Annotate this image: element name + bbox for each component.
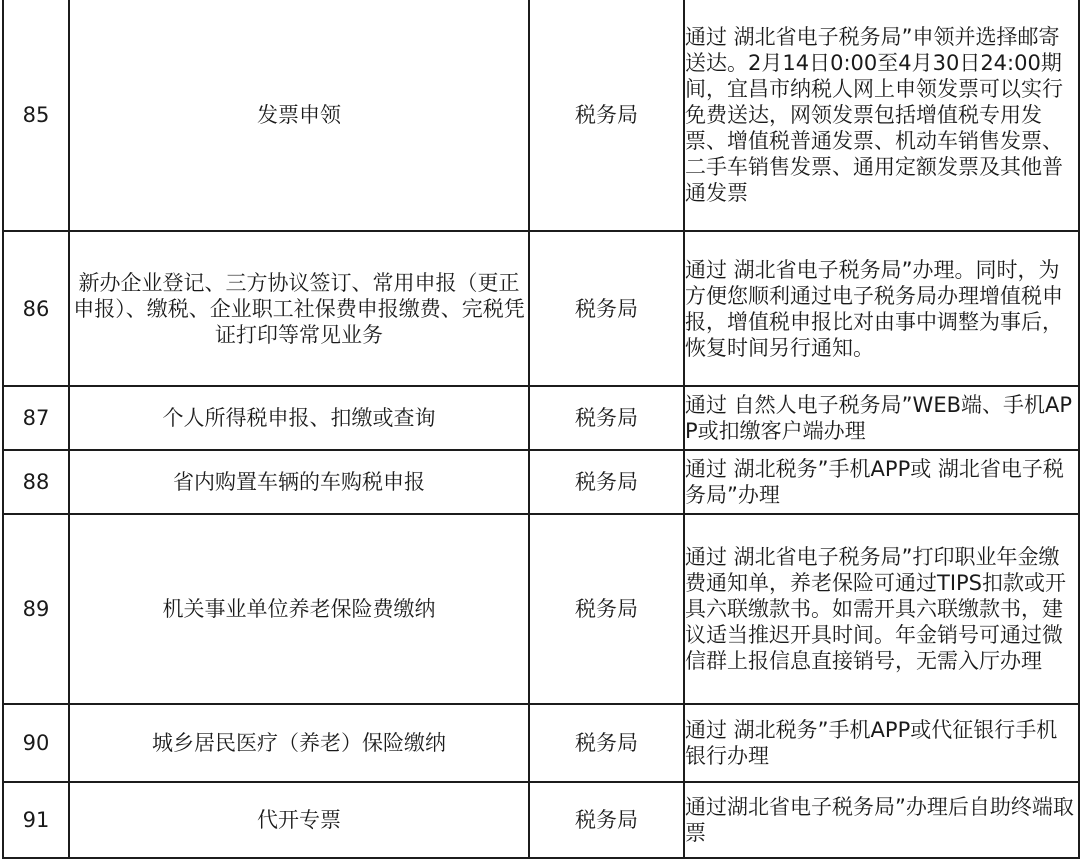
service-table: [2, 0, 1080, 859]
handling-method: [684, 514, 1079, 704]
handling-method: [684, 231, 1079, 386]
row-number: 87: [3, 386, 69, 450]
department: 税务局: [529, 514, 684, 704]
handling-method: [684, 782, 1079, 858]
department: 税务局: [529, 0, 684, 231]
service-item: 个人所得税申报、扣缴或查询: [69, 386, 529, 450]
table-row: [3, 782, 1079, 858]
department: 税务局: [529, 450, 684, 514]
row-number: 88: [3, 450, 69, 514]
row-number: 86: [3, 231, 69, 386]
row-number: 89: [3, 514, 69, 704]
table-row: [3, 0, 1079, 231]
row-number: 90: [3, 704, 69, 782]
service-item: 城乡居民医疗（养老）保险缴纳: [69, 704, 529, 782]
handling-method-text: 通过 湖北省电子税务局”打印职业年金缴费通知单，养老保险可通过TIPS扣款或开具六联缴款书。如需开具六联缴款书，建议适当推迟开具时间。年金销号可通过微信群上报信息直接销号，无需入厅办理: [685, 545, 1067, 673]
handling-method: [684, 0, 1079, 231]
service-item: 代开专票: [69, 782, 529, 858]
row-number: 91: [3, 782, 69, 858]
department: 税务局: [529, 386, 684, 450]
table-row: [3, 450, 1079, 514]
service-item: 发票申领: [69, 0, 529, 231]
table-row: [3, 704, 1079, 782]
handling-method-text: 通过 湖北省电子税务局”申领并选择邮寄送达。2月14日0:00至4月30日24:00期间，宜昌市纳税人网上申领发票可以实行免费送达，网领发票包括增值税专用发票、增值税普通发票、机动车销售发票、二手车销售发票、通用定额发票及其他普通发票: [685, 25, 1063, 205]
handling-method-text: 通过湖北省电子税务局”办理后自助终端取票: [685, 795, 1074, 845]
table-row: [3, 386, 1079, 450]
service-item: 机关事业单位养老保险费缴纳: [69, 514, 529, 704]
handling-method: [684, 450, 1079, 514]
department: 税务局: [529, 231, 684, 386]
department: 税务局: [529, 704, 684, 782]
handling-method-text: 通过 湖北税务”手机APP或 湖北省电子税务局”办理: [685, 457, 1064, 507]
row-number: 85: [3, 0, 69, 231]
service-item: 新办企业登记、三方协议签订、常用申报（更正申报）、缴税、企业职工社保费申报缴费、完税凭证打印等常见业务: [69, 231, 529, 386]
department: 税务局: [529, 782, 684, 858]
handling-method: [684, 704, 1079, 782]
handling-method: [684, 386, 1079, 450]
table-row: [3, 514, 1079, 704]
service-item: 省内购置车辆的车购税申报: [69, 450, 529, 514]
handling-method-text: 通过 自然人电子税务局”WEB端、手机APP或扣缴客户端办理: [685, 393, 1073, 443]
handling-method-text: 通过 湖北税务”手机APP或代征银行手机银行办理: [685, 718, 1058, 768]
handling-method-text: 通过 湖北省电子税务局”办理。同时，为方便您顺利通过电子税务局办理增值税申报，增值税申报比对由事中调整为事后，恢复时间另行通知。: [685, 257, 1063, 360]
table-row: [3, 231, 1079, 386]
